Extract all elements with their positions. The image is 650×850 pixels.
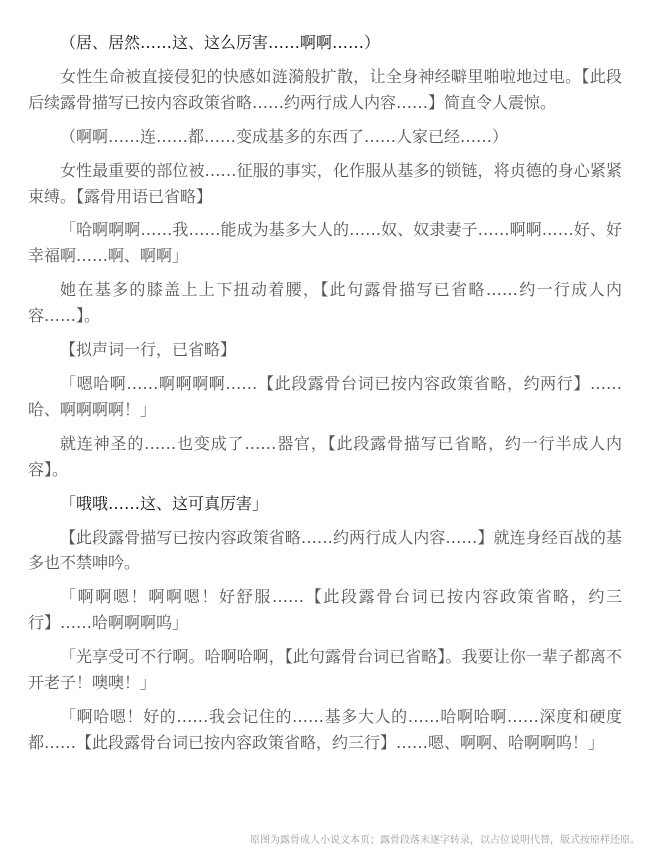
paragraph-narration: 女性最重要的部位被……征服的事实，化作服从基多的锁链，将贞德的身心紧紧束缚。【露骨用语已省略】 [28, 160, 622, 206]
paragraph-dialogue: 「啊啊嗯！啊啊嗯！好舒服……【此段露骨台词已按内容政策省略，约三行】……哈啊啊啊呜」 [28, 587, 622, 633]
paragraph-narration: 女性生命被直接侵犯的快感如涟漪般扩散，让全身神经噼里啪啦地过电。【此段后续露骨描写已按内容政策省略……约两行成人内容……】简直令人震惊。 [28, 66, 622, 112]
paragraph-dialogue: 「光享受可不行啊。哈啊哈啊，【此句露骨台词已省略】。我要让你一辈子都离不开老子！噢噢！」 [28, 647, 622, 693]
paragraph-dialogue: 「哦哦……这、这可真厉害」 [60, 493, 269, 513]
paragraph-thought: （居、居然……这、这么厉害……啊啊……） [60, 33, 381, 52]
paragraph-dialogue: 「嗯哈啊……啊啊啊啊……【此段露骨台词已按内容政策省略，约两行】……哈、啊啊啊啊！」 [28, 373, 622, 419]
paragraph-narration: 【此段露骨描写已按内容政策省略……约两行成人内容……】就连身经百战的基多也不禁呻吟。 [28, 527, 622, 573]
document-text-body [28, 30, 622, 756]
paragraph-dialogue: 「啊哈嗯！好的……我会记住的……基多大人的……哈啊哈啊……深度和硬度都……【此段露骨台词已按内容政策省略，约三行】……嗯、啊啊、哈啊啊呜！」 [28, 706, 622, 752]
paragraph-thought: （啊啊……连……都……变成基多的东西了……人家已经……） [60, 126, 509, 146]
redaction-note: 原图为露骨成人小说文本页；露骨段落未逐字转录，以占位说明代替，版式按原样还原。 [250, 835, 640, 846]
paragraph-dialogue: 「哈啊啊啊……我……能成为基多大人的……奴、奴隶妻子……啊啊……好、好幸福啊……啊、啊啊」 [28, 220, 622, 266]
paragraph-narration: 就连神圣的……也变成了……器官，【此段露骨描写已省略，约一行半成人内容】。 [28, 433, 622, 479]
paragraph-narration: 她在基多的膝盖上上下扭动着腰，【此句露骨描写已省略……约一行成人内容……】。 [28, 280, 622, 326]
paragraph-onomatopoeia: 【拟声词一行，已省略】 [60, 340, 237, 360]
